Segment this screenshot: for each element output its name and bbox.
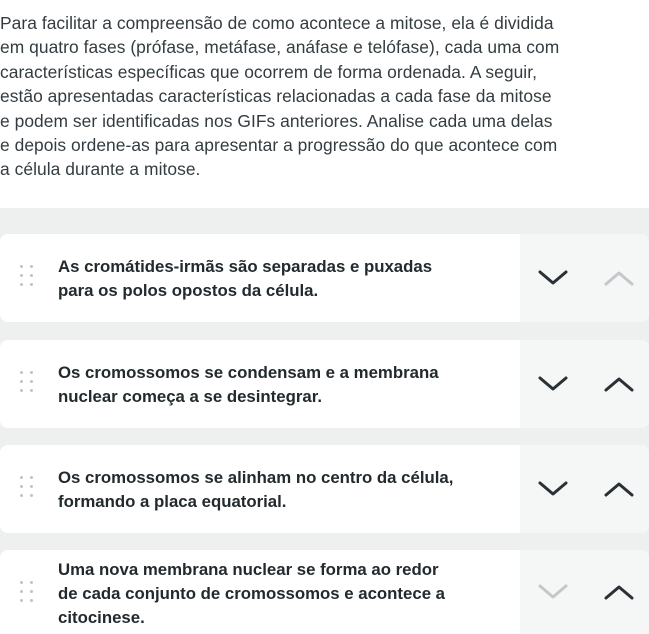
move-up-button[interactable] bbox=[589, 234, 649, 322]
drag-handle-icon[interactable] bbox=[20, 476, 34, 498]
move-down-button[interactable] bbox=[523, 340, 583, 428]
item-controls bbox=[520, 340, 649, 428]
item-controls bbox=[520, 445, 649, 533]
ordering-item-text: Uma nova membrana nuclear se forma ao redor de cada conjunto de cromossomos e acontece a citocinese. bbox=[58, 560, 446, 627]
drag-handle-icon[interactable] bbox=[20, 265, 34, 287]
chevron-down-icon bbox=[536, 582, 570, 602]
ordering-item[interactable] bbox=[0, 340, 649, 428]
chevron-up-icon bbox=[602, 582, 636, 602]
drag-handle-icon[interactable] bbox=[20, 371, 34, 393]
chevron-up-icon bbox=[602, 479, 636, 499]
move-up-button[interactable] bbox=[589, 445, 649, 533]
chevron-down-icon bbox=[536, 479, 570, 499]
move-up-button[interactable] bbox=[589, 340, 649, 428]
ordering-item[interactable] bbox=[0, 234, 649, 322]
ordering-area bbox=[0, 208, 649, 634]
move-up-button[interactable] bbox=[589, 550, 649, 634]
move-down-button[interactable] bbox=[523, 234, 583, 322]
chevron-down-icon bbox=[536, 374, 570, 394]
ordering-item[interactable] bbox=[0, 445, 649, 533]
ordering-item-text: Os cromossomos se condensam e a membrana nuclear começa a se desintegrar. bbox=[58, 363, 439, 406]
question-prompt: Para facilitar a compreensão de como acontece a mitose, ela é dividida em quatro fases (prófase, metáfase, anáfase e telófase), cada uma com características específicas que ocorrem de forma ordenada. A seguir, estão apresentadas características relacionadas a cada fase da mitose e podem ser identificadas nos GIFs anteriores. Analise cada uma delas e depois ordene-as para apresentar a progressão do que acontece com a célula durante a mitose. bbox=[0, 13, 560, 180]
drag-handle-icon[interactable] bbox=[20, 581, 34, 603]
chevron-up-icon bbox=[602, 268, 636, 288]
chevron-down-icon bbox=[536, 268, 570, 288]
ordering-item-text: Os cromossomos se alinham no centro da célula, formando a placa equatorial. bbox=[58, 468, 454, 511]
ordering-item[interactable] bbox=[0, 550, 649, 634]
move-down-button[interactable] bbox=[523, 550, 583, 634]
ordering-item-text: As cromátides-irmãs são separadas e puxadas para os polos opostos da célula. bbox=[58, 257, 433, 300]
move-down-button[interactable] bbox=[523, 445, 583, 533]
chevron-up-icon bbox=[602, 374, 636, 394]
item-controls bbox=[520, 550, 649, 634]
item-controls bbox=[520, 234, 649, 322]
